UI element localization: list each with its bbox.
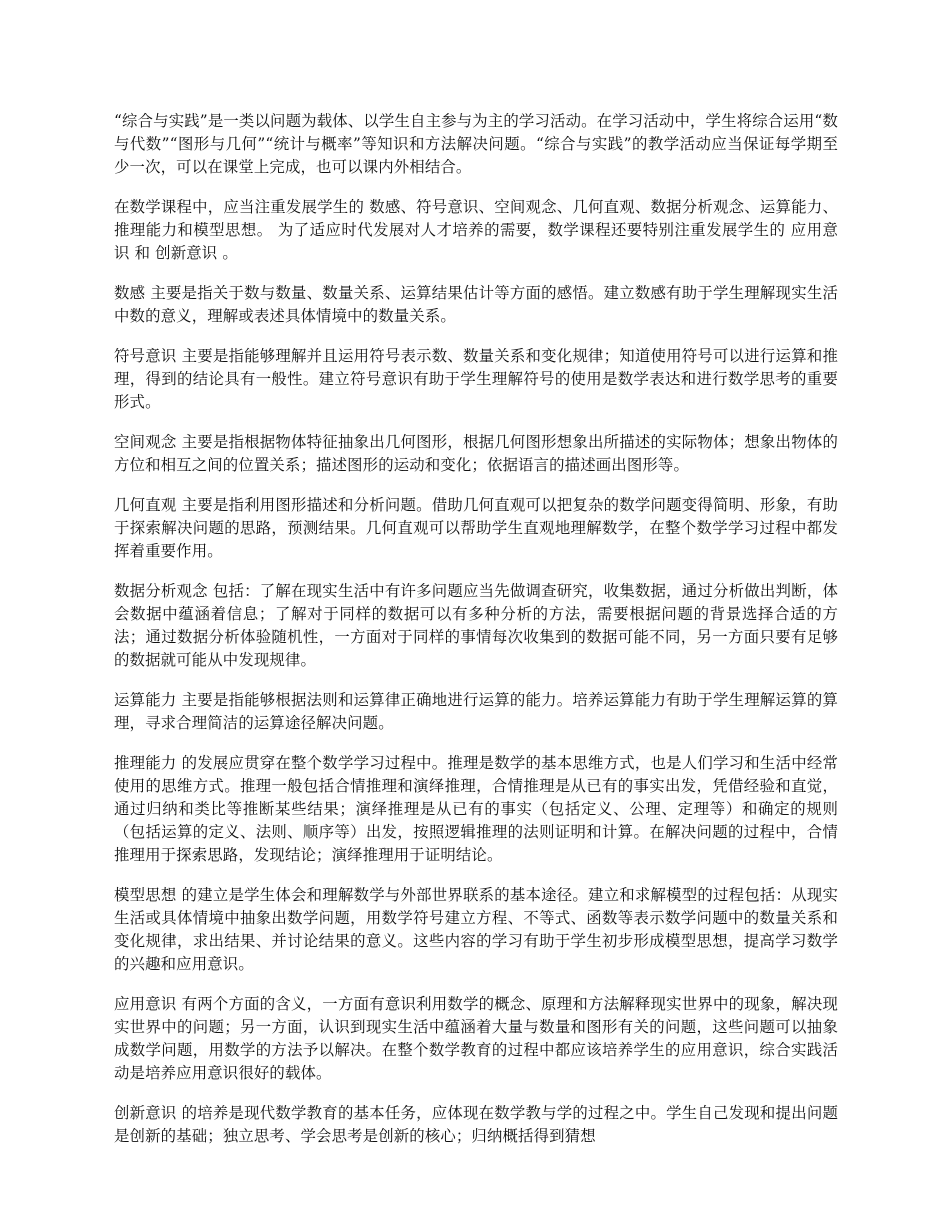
paragraph-innovation-awareness: 创新意识 的培养是现代数学教育的基本任务，应体现在数学教与学的过程之中。学生自己发现和提出问题是创新的基础；独立思考、学会思考是创新的核心；归纳概括得到猜想 [114,1104,838,1145]
paragraph-comprehensive-practice: “综合与实践”是一类以问题为载体、以学生自主参与为主的学习活动。在学习活动中，学生将综合运用“数与代数”“图形与几何”“统计与概率”等知识和方法解决问题。“综合与实践”的教学活动应当保证每学期至少一次，可以在课堂上完成，也可以课内外相结合。 [114,112,838,176]
paragraph-spatial-concept: 空间观念 主要是指根据物体特征抽象出几何图形，根据几何图形想象出所描述的实际物体；想象出物体的方位和相互之间的位置关系；描述图形的运动和变化；依据语言的描述画出图形等。 [114,433,838,474]
paragraph-core-concepts: 在数学课程中，应当注重发展学生的 数感、符号意识、空间观念、几何直观、数据分析观念、运算能力、推理能力和模型思想。 为了适应时代发展对人才培养的需要，数学课程还要特别注重发展学生的 应用意识 和 创新意识 。 [114,198,838,262]
paragraph-symbol-awareness: 符号意识 主要是指能够理解并且运用符号表示数、数量关系和变化规律；知道使用符号可以进行运算和推理，得到的结论具有一般性。建立符号意识有助于学生理解符号的使用是数学表达和进行数学思考的重要形式。 [114,347,838,411]
paragraph-number-sense: 数感 主要是指关于数与数量、数量关系、运算结果估计等方面的感悟。建立数感有助于学生理解现实生活中数的意义，理解或表述具体情境中的数量关系。 [114,284,838,325]
paragraph-reasoning-ability: 推理能力 的发展应贯穿在整个数学学习过程中。推理是数学的基本思维方式，也是人们学习和生活中经常使用的思维方式。推理一般包括合情推理和演绎推理，合情推理是从已有的事实出发，凭借经验和直觉，通过归纳和类比等推断某些结果；演绎推理是从已有的事实（包括定义、公理、定理等）和确定的规则（包括运算的定义、法则、顺序等）出发，按照逻辑推理的法则证明和计算。在解决问题的过程中，合情推理用于探索思路，发现结论；演绎推理用于证明结论。 [114,754,838,864]
paragraph-computation-ability: 运算能力 主要是指能够根据法则和运算律正确地进行运算的能力。培养运算能力有助于学生理解运算的算理，寻求合理简洁的运算途径解决问题。 [114,691,838,732]
paragraph-application-awareness: 应用意识 有两个方面的含义，一方面有意识利用数学的概念、原理和方法解释现实世界中的现象，解决现实世界中的问题；另一方面，认识到现实生活中蕴涵着大量与数量和图形有关的问题，这些问题可以抽象成数学问题，用数学的方法予以解决。在整个数学教育的过程中都应该培养学生的应用意识，综合实践活动是培养应用意识很好的载体。 [114,995,838,1082]
paragraph-modeling-thinking: 模型思想 的建立是学生体会和理解数学与外部世界联系的基本途径。建立和求解模型的过程包括：从现实生活或具体情境中抽象出数学问题，用数学符号建立方程、不等式、函数等表示数学问题中的数量关系和变化规律，求出结果、并讨论结果的意义。这些内容的学习有助于学生初步形成模型思想，提高学习数学的兴趣和应用意识。 [114,886,838,973]
paragraph-geometric-intuition: 几何直观 主要是指利用图形描述和分析问题。借助几何直观可以把复杂的数学问题变得简明、形象，有助于探索解决问题的思路，预测结果。几何直观可以帮助学生直观地理解数学，在整个数学学习过程中都发挥着重要作用。 [114,496,838,560]
paragraph-data-analysis: 数据分析观念 包括：了解在现实生活中有许多问题应当先做调查研究，收集数据，通过分析做出判断，体会数据中蕴涵着信息；了解对于同样的数据可以有多种分析的方法，需要根据问题的背景选择合适的方法；通过数据分析体验随机性，一方面对于同样的事情每次收集到的数据可能不同，另一方面只要有足够的数据就可能从中发现规律。 [114,582,838,669]
